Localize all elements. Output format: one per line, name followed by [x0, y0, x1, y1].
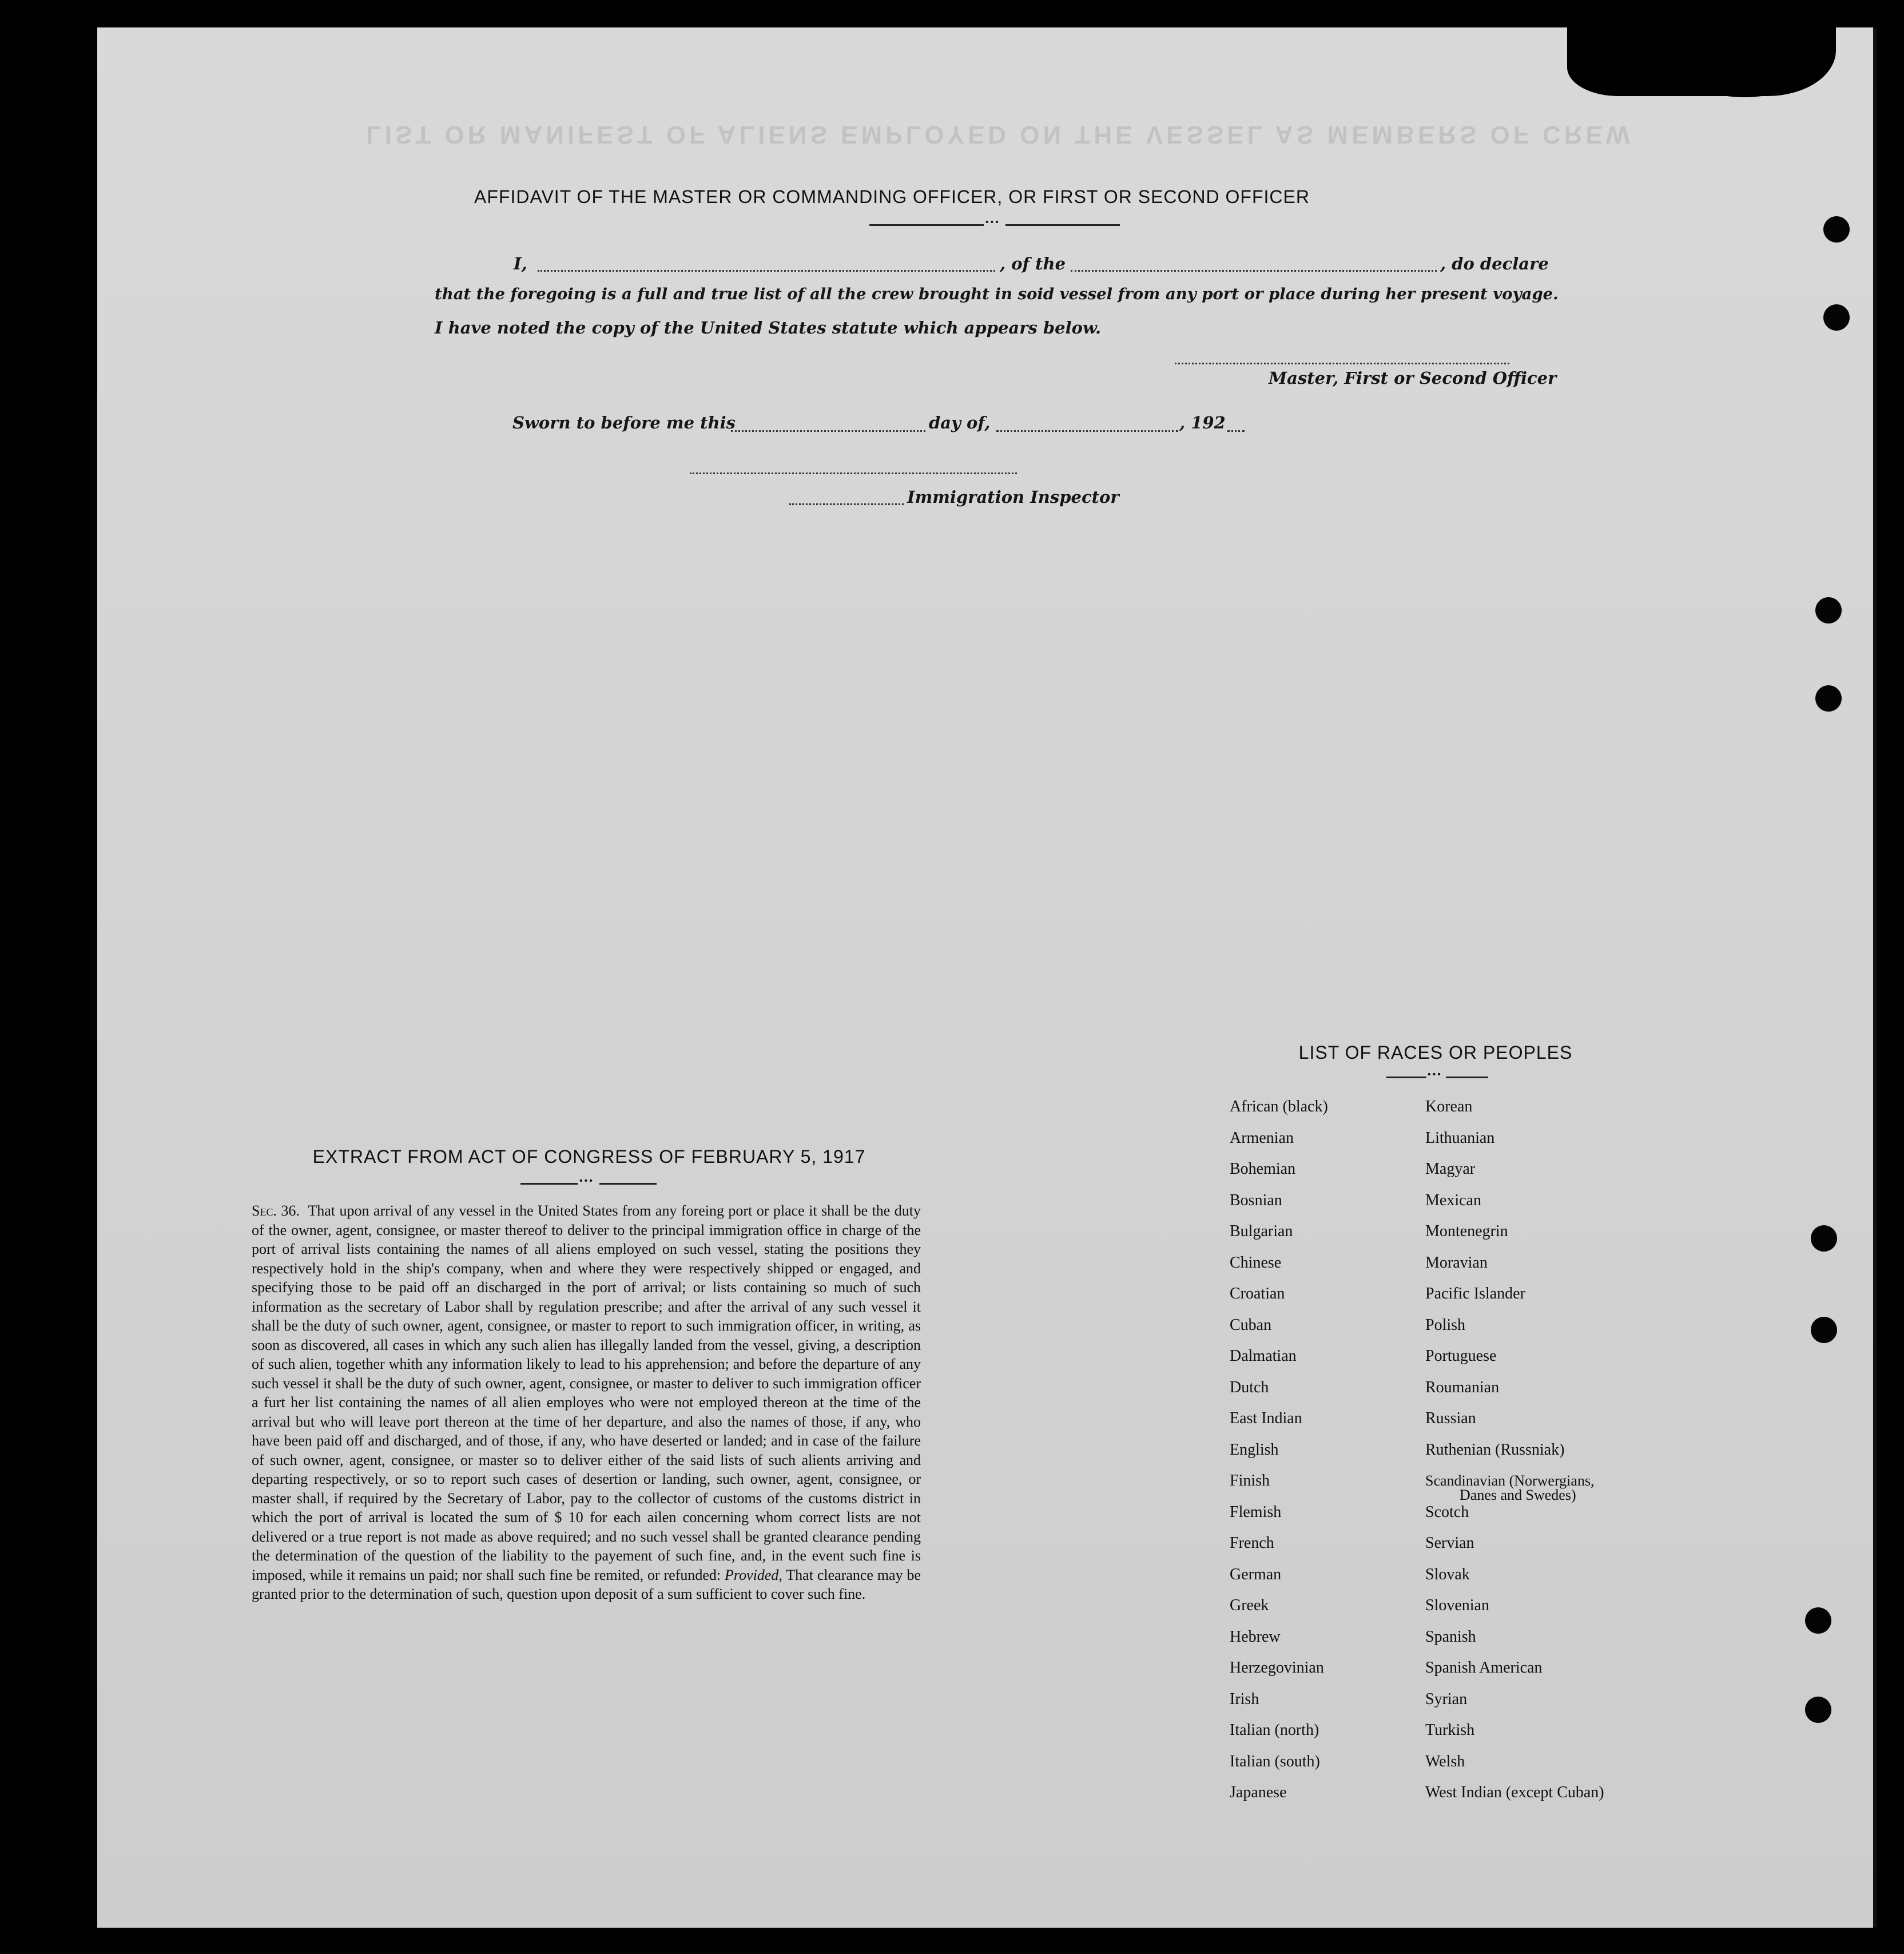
race-item: Herzegovinian [1230, 1659, 1324, 1677]
declarant-name-field[interactable] [538, 270, 995, 272]
sworn-year-field[interactable] [1227, 430, 1245, 432]
race-item: Irish [1230, 1690, 1259, 1708]
race-item: Finish [1230, 1472, 1270, 1490]
day-of-label: day of, [929, 413, 991, 432]
race-item: Welsh [1425, 1752, 1465, 1770]
inspector-name-field[interactable] [789, 503, 904, 505]
races-rule [1386, 1077, 1426, 1078]
race-item: Spanish American [1425, 1659, 1543, 1677]
race-item: East Indian [1230, 1409, 1302, 1427]
declaration-text: that the foregoing is a full and true list of all the crew brought in soid vessel from any port or place during her present voyage. [435, 285, 1559, 303]
race-item: Polish [1425, 1316, 1466, 1334]
race-item: Slovak [1425, 1565, 1470, 1583]
punch-hole [1823, 304, 1850, 331]
races-rule [1446, 1077, 1488, 1078]
race-item: Chinese [1230, 1253, 1282, 1272]
declare-label: , do declare [1440, 254, 1549, 273]
races-right-column [1425, 1098, 1604, 1816]
section-36-text [252, 1201, 921, 1604]
race-item: Hebrew [1230, 1627, 1281, 1646]
punch-hole [1823, 216, 1850, 243]
affidavit-title: AFFIDAVIT OF THE MASTER OR COMMANDING OFFICER, OR FIRST OR SECOND OFFICER [474, 186, 1310, 207]
sworn-month-field[interactable] [996, 430, 1178, 432]
race-item: West Indian (except Cuban) [1425, 1784, 1604, 1801]
race-item: Korean [1425, 1098, 1473, 1115]
race-item: Bohemian [1230, 1160, 1296, 1178]
race-item: Greek [1230, 1596, 1269, 1614]
race-item: Flemish [1230, 1503, 1282, 1521]
race-item: French [1230, 1534, 1274, 1552]
punch-hole [1811, 1317, 1837, 1343]
punch-hole [1811, 1225, 1837, 1252]
race-item: Montenegrin [1425, 1222, 1508, 1240]
race-item: Syrian [1425, 1690, 1468, 1708]
race-item: Cuban [1230, 1316, 1272, 1334]
race-item: Slovenian [1425, 1596, 1489, 1614]
race-item: Servian [1425, 1534, 1474, 1552]
punch-hole [1815, 597, 1842, 623]
race-item: Portuguese [1425, 1347, 1497, 1365]
section-label: Sec. 36. [252, 1202, 300, 1219]
race-item: Armenian [1230, 1129, 1294, 1147]
declarant-prefix: I, [514, 254, 527, 273]
races-title: LIST OF RACES OR PEOPLES [1298, 1042, 1573, 1063]
race-item: Mexican [1425, 1191, 1481, 1209]
race-item: Croatian [1230, 1285, 1285, 1302]
master-signature-label: Master, First or Second Officer [1269, 368, 1557, 388]
races-left-column [1230, 1098, 1328, 1816]
race-item: Ruthenian (Russniak) [1425, 1440, 1565, 1459]
extract-rule-dots: ••• [579, 1176, 594, 1186]
provided-word: Provided, [725, 1566, 782, 1583]
race-item: Magyar [1425, 1160, 1476, 1178]
section-body-end: That clearance may be granted prior to the determination of such, question upon deposit of a sum sufficient to cover such fine. [252, 1566, 921, 1602]
race-item: Moravian [1425, 1253, 1488, 1272]
extract-rule [520, 1183, 578, 1185]
of-the-label: , of the [1000, 254, 1066, 273]
race-item: Turkish [1425, 1721, 1475, 1739]
race-item: Italian (north) [1230, 1721, 1319, 1739]
inspector-label: Immigration Inspector [907, 487, 1119, 507]
document-page [97, 27, 1877, 1928]
extract-title: EXTRACT FROM ACT OF CONGRESS OF FEBRUARY 5, 1917 [312, 1146, 866, 1167]
punch-hole [1805, 1607, 1831, 1634]
race-item: German [1230, 1565, 1282, 1583]
master-signature-field[interactable] [1175, 363, 1509, 364]
race-item: Spanish [1425, 1627, 1476, 1646]
title-rule [1005, 224, 1120, 226]
race-item: Pacific Islander [1425, 1285, 1525, 1302]
title-rule [869, 224, 984, 226]
vessel-name-field[interactable] [1071, 270, 1437, 272]
torn-corner-edge [1693, 57, 1796, 97]
bleedthrough-text: LIST OR MANIFEST OF ALIENS EMPLOYED ON THE VESSEL AS MEMBERS OF CREW [366, 121, 1633, 149]
year-label: , 192 [1179, 413, 1226, 432]
race-item: Danes and Swedes) [1460, 1486, 1576, 1503]
race-item: Russian [1425, 1409, 1476, 1427]
race-item: Lithuanian [1425, 1129, 1495, 1147]
sworn-day-field[interactable] [731, 430, 925, 432]
extract-rule [599, 1183, 657, 1185]
race-item: English [1230, 1440, 1279, 1459]
race-item: Scotch [1425, 1503, 1469, 1521]
race-item: Scandinavian (Norwergians, [1425, 1472, 1595, 1489]
race-item: Bosnian [1230, 1191, 1282, 1209]
race-item: Italian (south) [1230, 1752, 1320, 1770]
race-item: Roumanian [1425, 1378, 1500, 1396]
race-item: African (black) [1230, 1098, 1328, 1115]
punch-hole [1815, 685, 1842, 712]
race-item: Dutch [1230, 1378, 1269, 1396]
race-item: Japanese [1230, 1784, 1287, 1801]
statute-note: I have noted the copy of the United States statute which appears below. [435, 318, 1102, 337]
race-item: Dalmatian [1230, 1347, 1297, 1365]
punch-hole [1805, 1697, 1831, 1723]
races-rule-dots: ••• [1428, 1070, 1442, 1079]
sworn-label: Sworn to before me this [512, 413, 736, 432]
section-body: That upon arrival of any vessel in the United States from any foreing port or place it shall be the duty of the owner, agent, consignee, or master thereof to deliver to the principal immigration office in charge of the port of arrival lists containing the names of all aliens employed on such vessel, stating the positions they respectively hold in the ship's company, when and where they were respectively shipped or engaged, and specifying those to be paid off an discharged in the port of arrival; or lists containing so much of such information as the secretary of Labor shall by regulation prescribe; and after the arrival of any such vessel it shall be the duty of such owner, agent, consignee, or master to report to such immigration officer, in writing, as soon as discovered, all cases in which any such alien has illegally landed from the vessel, giving, a description of such alien, together whith any information likely to lead to his apprehension; and before the departure of any such vessel it shall be the duty of such owner, agent, consignee, or master to deliver to such immigration officer a furt her list containing the names of all alien employes who were not employed thereon at the time of the arrival but who will leave port thereon at the time of her departure, and also the names of those, if any, who have been paid off and discharged, and of those, if any, who have deserted or landed; and in case of the failure of such owner, agent, consignee, or master so to deliver either of the said lists of such alients arriving and departing respectively, or so to report such cases of desertion or landing, such owner, agent, consignee, or master shall, if required by the Secretary of Labor, pay to the collector of customs of the customs district in which the port of arrival is located the sum of $ 10 for each ailen concerning whom correct lists are not delivered or a true report is not made as above required; and no such vessel shall be granted clearance pending the determination of the question of the liability to the payement of such fine, and, in the event such fine is imposed, while it remains un paid; nor shall such fine be remited, or refunded: [252, 1202, 921, 1583]
inspector-signature-field[interactable] [690, 472, 1017, 474]
race-item: Bulgarian [1230, 1222, 1293, 1240]
title-rule-dots: ••• [985, 217, 1000, 227]
